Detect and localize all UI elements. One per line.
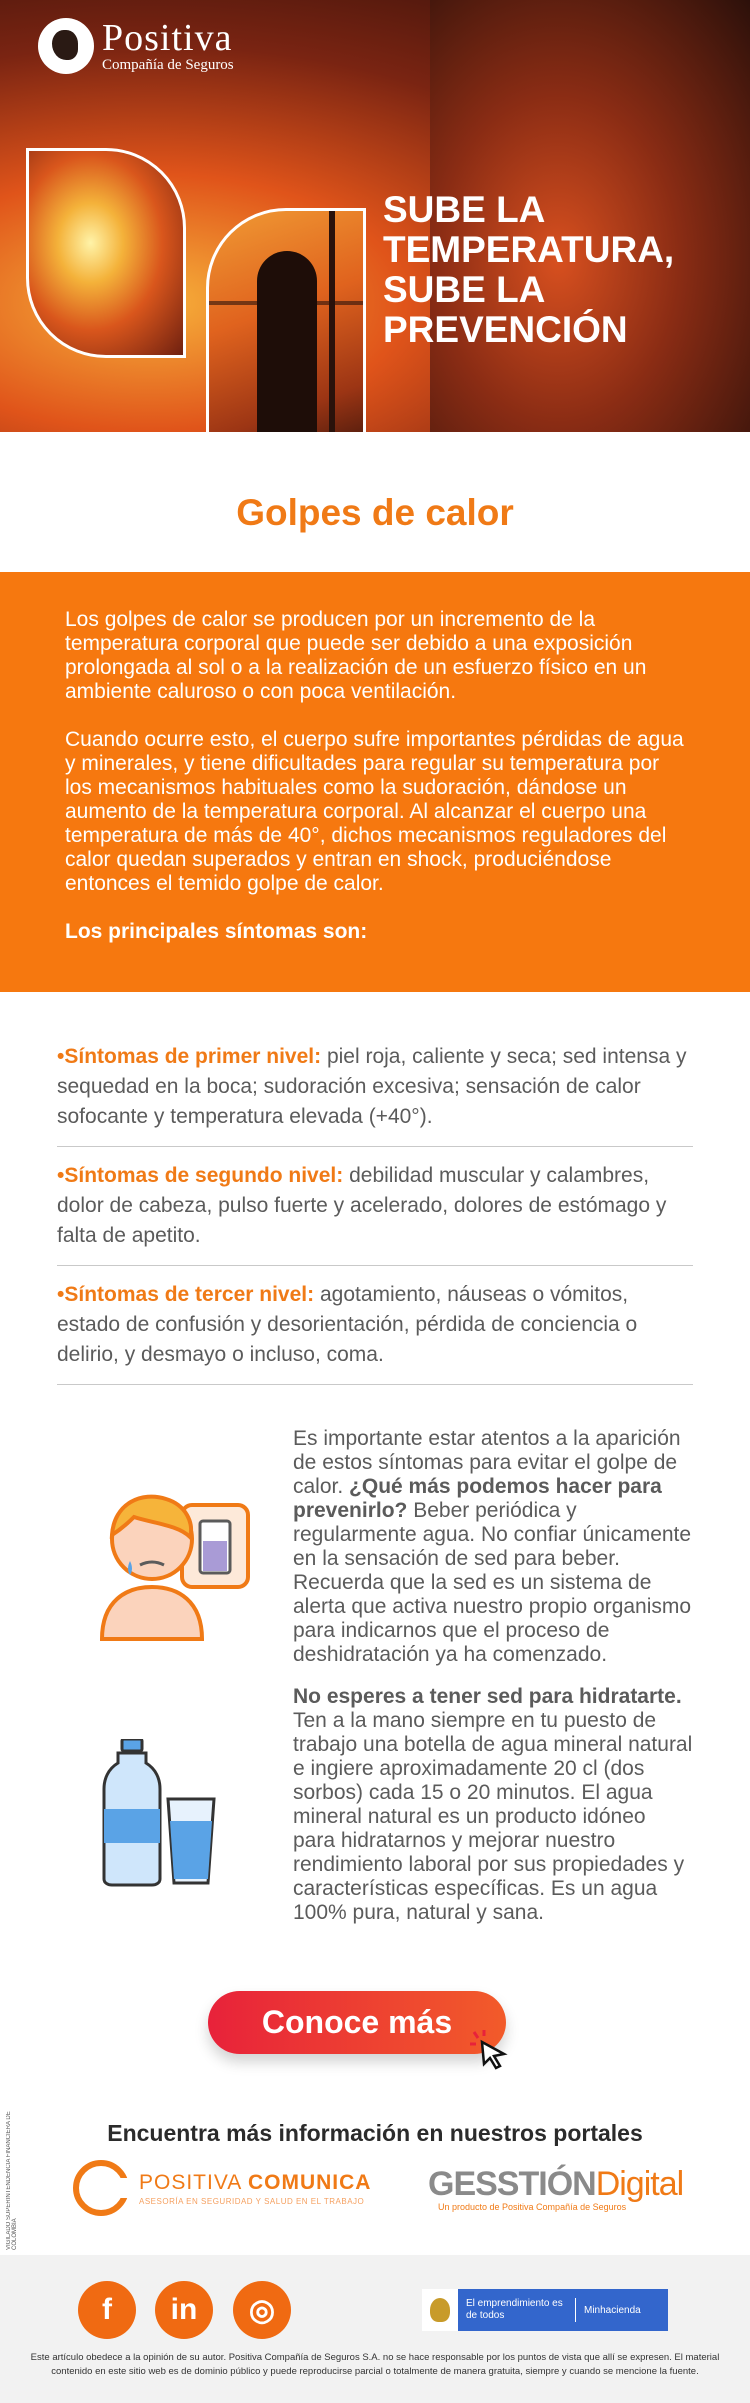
bullet: • (57, 1164, 65, 1187)
logo-subtitle: Compañía de Seguros (102, 57, 234, 73)
symptom-text: piel roja, caliente y seca; sed intensa y sequedad en la boca; sudoración excesiva; sensación de calor sofocante y temperatura elevada (+40°). (57, 1045, 687, 1128)
positiva-logo[interactable] (38, 18, 234, 74)
gesstion-name-a: GESSTIÓN (428, 2165, 596, 2203)
hero-title-line: SUBE LA (383, 189, 546, 230)
hydration-heading: No esperes a tener sed para hidratarte. (293, 1685, 682, 1708)
comunica-name-a: POSITIVA (139, 2170, 248, 2194)
list-item (57, 1028, 693, 1147)
symptom-text: agotamiento, náuseas o vómitos, estado de confusión y desorientación, pérdida de conciencia o delirio, y desmayo o incluso, coma. (57, 1283, 638, 1366)
bullet: • (57, 1045, 65, 1068)
hero-title-line: SUBE LA (383, 269, 546, 310)
worker-image (206, 208, 366, 432)
intro-block (0, 572, 750, 992)
gesstion-name-b: Digital (595, 2165, 684, 2203)
prevention-question: ¿Qué más podemos hacer para prevenirlo? (293, 1475, 662, 1522)
hydration-text: Ten a la mano siempre en tu puesto de trabajo una botella de agua mineral natural e ingiere aproximadamente 20 cl (dos sorbos) cada 15 o 20 minutos. El agua mineral natural es un producto idóneo para hidratarnos y mejorar nuestro rendimiento laboral por sus propiedades y características específicas. Es un agua 100% pura, natural y sana. (293, 1709, 693, 1924)
symptom-text: debilidad muscular y calambres, dolor de cabeza, pulso fuerte y acelerado, dolores de estómago y falta de apetito. (57, 1164, 667, 1247)
prevention-paragraph (293, 1427, 693, 1667)
bullet: • (57, 1283, 65, 1306)
symptom-label: Síntomas de segundo nivel: (64, 1164, 344, 1187)
symptoms-list (0, 992, 750, 1385)
comunica-subtitle: ASESORÍA EN SEGURIDAD Y SALUD EN EL TRABAJO (139, 2196, 365, 2206)
prevention-info (0, 1385, 750, 1985)
worker-silhouette (257, 251, 317, 432)
intro-paragraph-2: Cuando ocurre esto, el cuerpo sufre importantes pérdidas de agua y minerales, y tiene dificultades para regular su temperatura por los mecanismos habituales como la sudoración, dándose un aumento de la temperatura corporal. Al alcanzar el cuerpo una temperatura de más de 40°, dichos mecanismos reguladores del calor quedan superados y entran en shock, produciéndose entonces el temido golpe de calor. (65, 728, 684, 895)
gov-slogan: El emprendimiento es de todos (458, 2298, 576, 2322)
hydration-paragraph (293, 1685, 693, 1925)
positiva-comunica-link[interactable] (73, 2160, 371, 2216)
prevention-text: Beber periódica y regularmente agua. No confiar únicamente en la sensación de sed para beber. Recuerda que la sed es un sistema de alerta que activa nuestro propio organismo para indicarnos que el proceso de deshidratación ya ha comenzado. (293, 1499, 692, 1666)
vigilado-label: VIGILADO SUPERINTENDENCIA FINANCIERA DE COLOMBIA (6, 2111, 18, 2250)
government-badge (422, 2289, 668, 2331)
symptom-label: Síntomas de primer nivel: (64, 1045, 322, 1068)
comunica-c-icon (73, 2160, 129, 2216)
instagram-icon[interactable]: ◎ (233, 2281, 291, 2339)
disclaimer: Este artículo obedece a la opinión de su autor. Positiva Compañía de Seguros S.A. no se hace responsable por los puntos de vista que allí se expresen. El material contenido en este sitio web es de dominio público y puede reproducirse parcial o totalmente de manera gratuita, siempre y cuando se mencione la fuente. (30, 2352, 720, 2377)
facebook-icon[interactable]: f (78, 2281, 136, 2339)
conoce-mas-button[interactable]: Conoce más (208, 1991, 506, 2054)
footer (0, 2255, 750, 2403)
list-item (57, 1147, 693, 1266)
comunica-name (139, 2171, 371, 2195)
gesstion-digital-link[interactable] (428, 2166, 683, 2212)
gesstion-subtitle: Un producto de Positiva Compañía de Seguros (438, 2202, 627, 2212)
symptom-label: Síntomas de tercer nivel: (64, 1283, 315, 1306)
gov-ministry: Minhacienda (584, 2304, 641, 2316)
hero-title-line: PREVENCIÓN (383, 309, 628, 350)
pointer-cursor-icon (470, 2030, 510, 2070)
hero-title (383, 190, 674, 350)
section-title: Golpes de calor (236, 492, 514, 533)
symptoms-lead: Los principales síntomas son: (65, 920, 368, 943)
linkedin-icon[interactable]: in (155, 2281, 213, 2339)
thirsty-person-icon (82, 1483, 254, 1643)
comunica-text (139, 2171, 371, 2206)
fire-image (26, 148, 186, 358)
scaffold-shape (329, 211, 335, 432)
logo-text (102, 19, 234, 73)
list-item (57, 1266, 693, 1385)
comunica-name-b: COMUNICA (247, 2170, 372, 2194)
hero-title-line: TEMPERATURA, (383, 229, 675, 270)
water-bottle-icon (100, 1739, 220, 1887)
colombia-seal-icon (422, 2289, 458, 2331)
logo-name: Positiva (102, 17, 233, 59)
intro-paragraph-1: Los golpes de calor se producen por un incremento de la temperatura corporal que puede ser debido a una exposición prolongada al sol o a la realización de un esfuerzo físico en un ambiente caluroso o con poca ventilación. (65, 608, 647, 703)
prevention-text: Es importante estar atentos a la aparición de estos síntomas para evitar el golpe de calor. (293, 1427, 681, 1498)
gesstion-name (428, 2166, 683, 2202)
portals-title: Encuentra más información en nuestros portales (107, 2120, 643, 2146)
logo-mark-icon (38, 18, 94, 74)
hero-banner (0, 0, 750, 432)
